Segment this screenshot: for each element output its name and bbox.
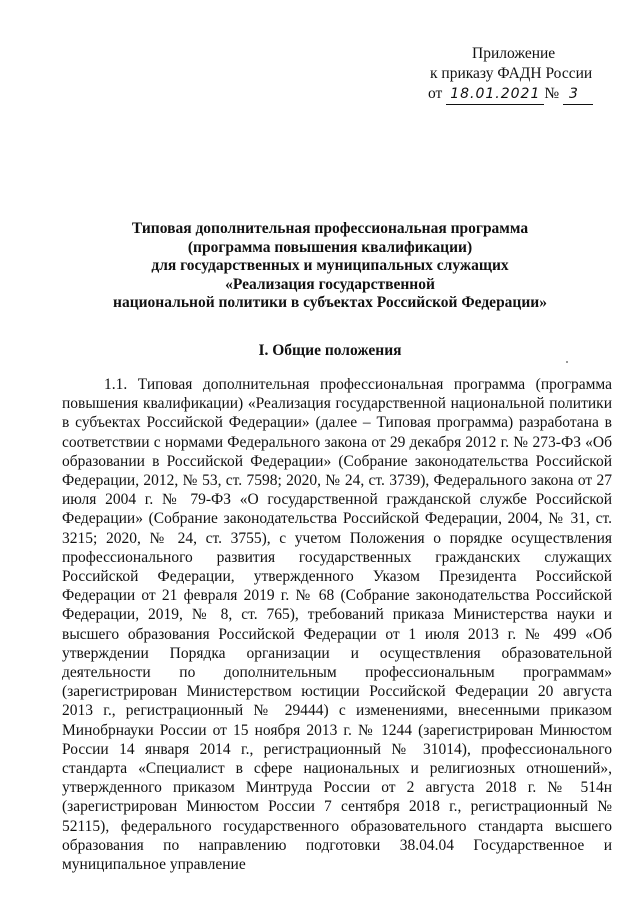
title-line-1: Типовая дополнительная профессиональная программа xyxy=(131,220,529,237)
scan-speck xyxy=(566,361,568,363)
program-title xyxy=(60,220,600,313)
appendix-order-ref: к приказу ФАДН России xyxy=(430,65,593,82)
handwritten-date: 18.01.2021 xyxy=(446,84,544,105)
paragraph-1-1: 1.1. Типовая дополнительная профессиональная программа (программа повышения квалификации) «Реализация государственной национальной политики в субъектах Российской Федерации» (далее – Типовая программа) разработана в соответствии с нормами Федерального закона от 29 декабря 2012 г. № 273-ФЗ «Об образовании в Российской Федерации» (Собрание законодательства Российской Федерации, 2012, № 53, ст. 7598; 2020, № 24, ст. 3739), Федерального закона от 27 июля 2004 г. № 79-ФЗ «О государственной гражданской службе Российской Федерации» (Собрание законодательства Российской Федерации, 2004, № 31, ст. 3215; 2020, № 24, ст. 3755), с учетом Положения о порядке осуществления профессионального развития государственных гражданских служащих Российской Федерации, утвержденного Указом Президента Российской Федерации от 21 февраля 2019 г. № 68 (Собрание законодательства Российской Федерации, 2019, № 8, ст. 765), требований приказа Министерства науки и высшего образования Российской Федерации от 1 июля 2013 г. № 499 «Об утверждении Порядка организации и осуществления образовательной деятельности по дополнительным профессиональным программам» (зарегистрирован Министерством юстиции Российской Федерации 20 августа 2013 г., регистрационный № 29444) с изменениями, внесенными приказом Минобрнауки России от 15 ноября 2013 г. № 1244 (зарегистрирован Минюстом России 14 января 2014 г., регистрационный № 31014), профессионального стандарта «Специалист в сфере национальных и религиозных отношений», утвержденного приказом Минтруда России от 2 августа 2018 г. № 514н (зарегистрирован Минюстом России 7 сентября 2018 г., регистрационный № 52115), федерального государственного образовательного стандарта высшего образования по направлению подготовки 38.04.04 Государственное и муниципальное управление xyxy=(62,376,612,874)
number-sign: № xyxy=(544,85,560,102)
title-line-4: «Реализация государственной xyxy=(225,275,435,293)
body-text xyxy=(62,375,612,874)
appendix-block xyxy=(420,44,600,105)
section-heading: I. Общие положения xyxy=(258,342,402,359)
title-line-3: для государственных и муниципальных служащих xyxy=(151,257,509,274)
appendix-date-prefix: от xyxy=(428,85,443,102)
appendix-label: Приложение xyxy=(472,45,556,62)
title-line-5: национальной политики в субъектах Российской Федерации» xyxy=(113,294,547,311)
appendix-date-line xyxy=(420,84,600,105)
handwritten-number: 3 xyxy=(563,84,593,105)
title-line-2: (программа повышения квалификации) xyxy=(187,238,473,256)
